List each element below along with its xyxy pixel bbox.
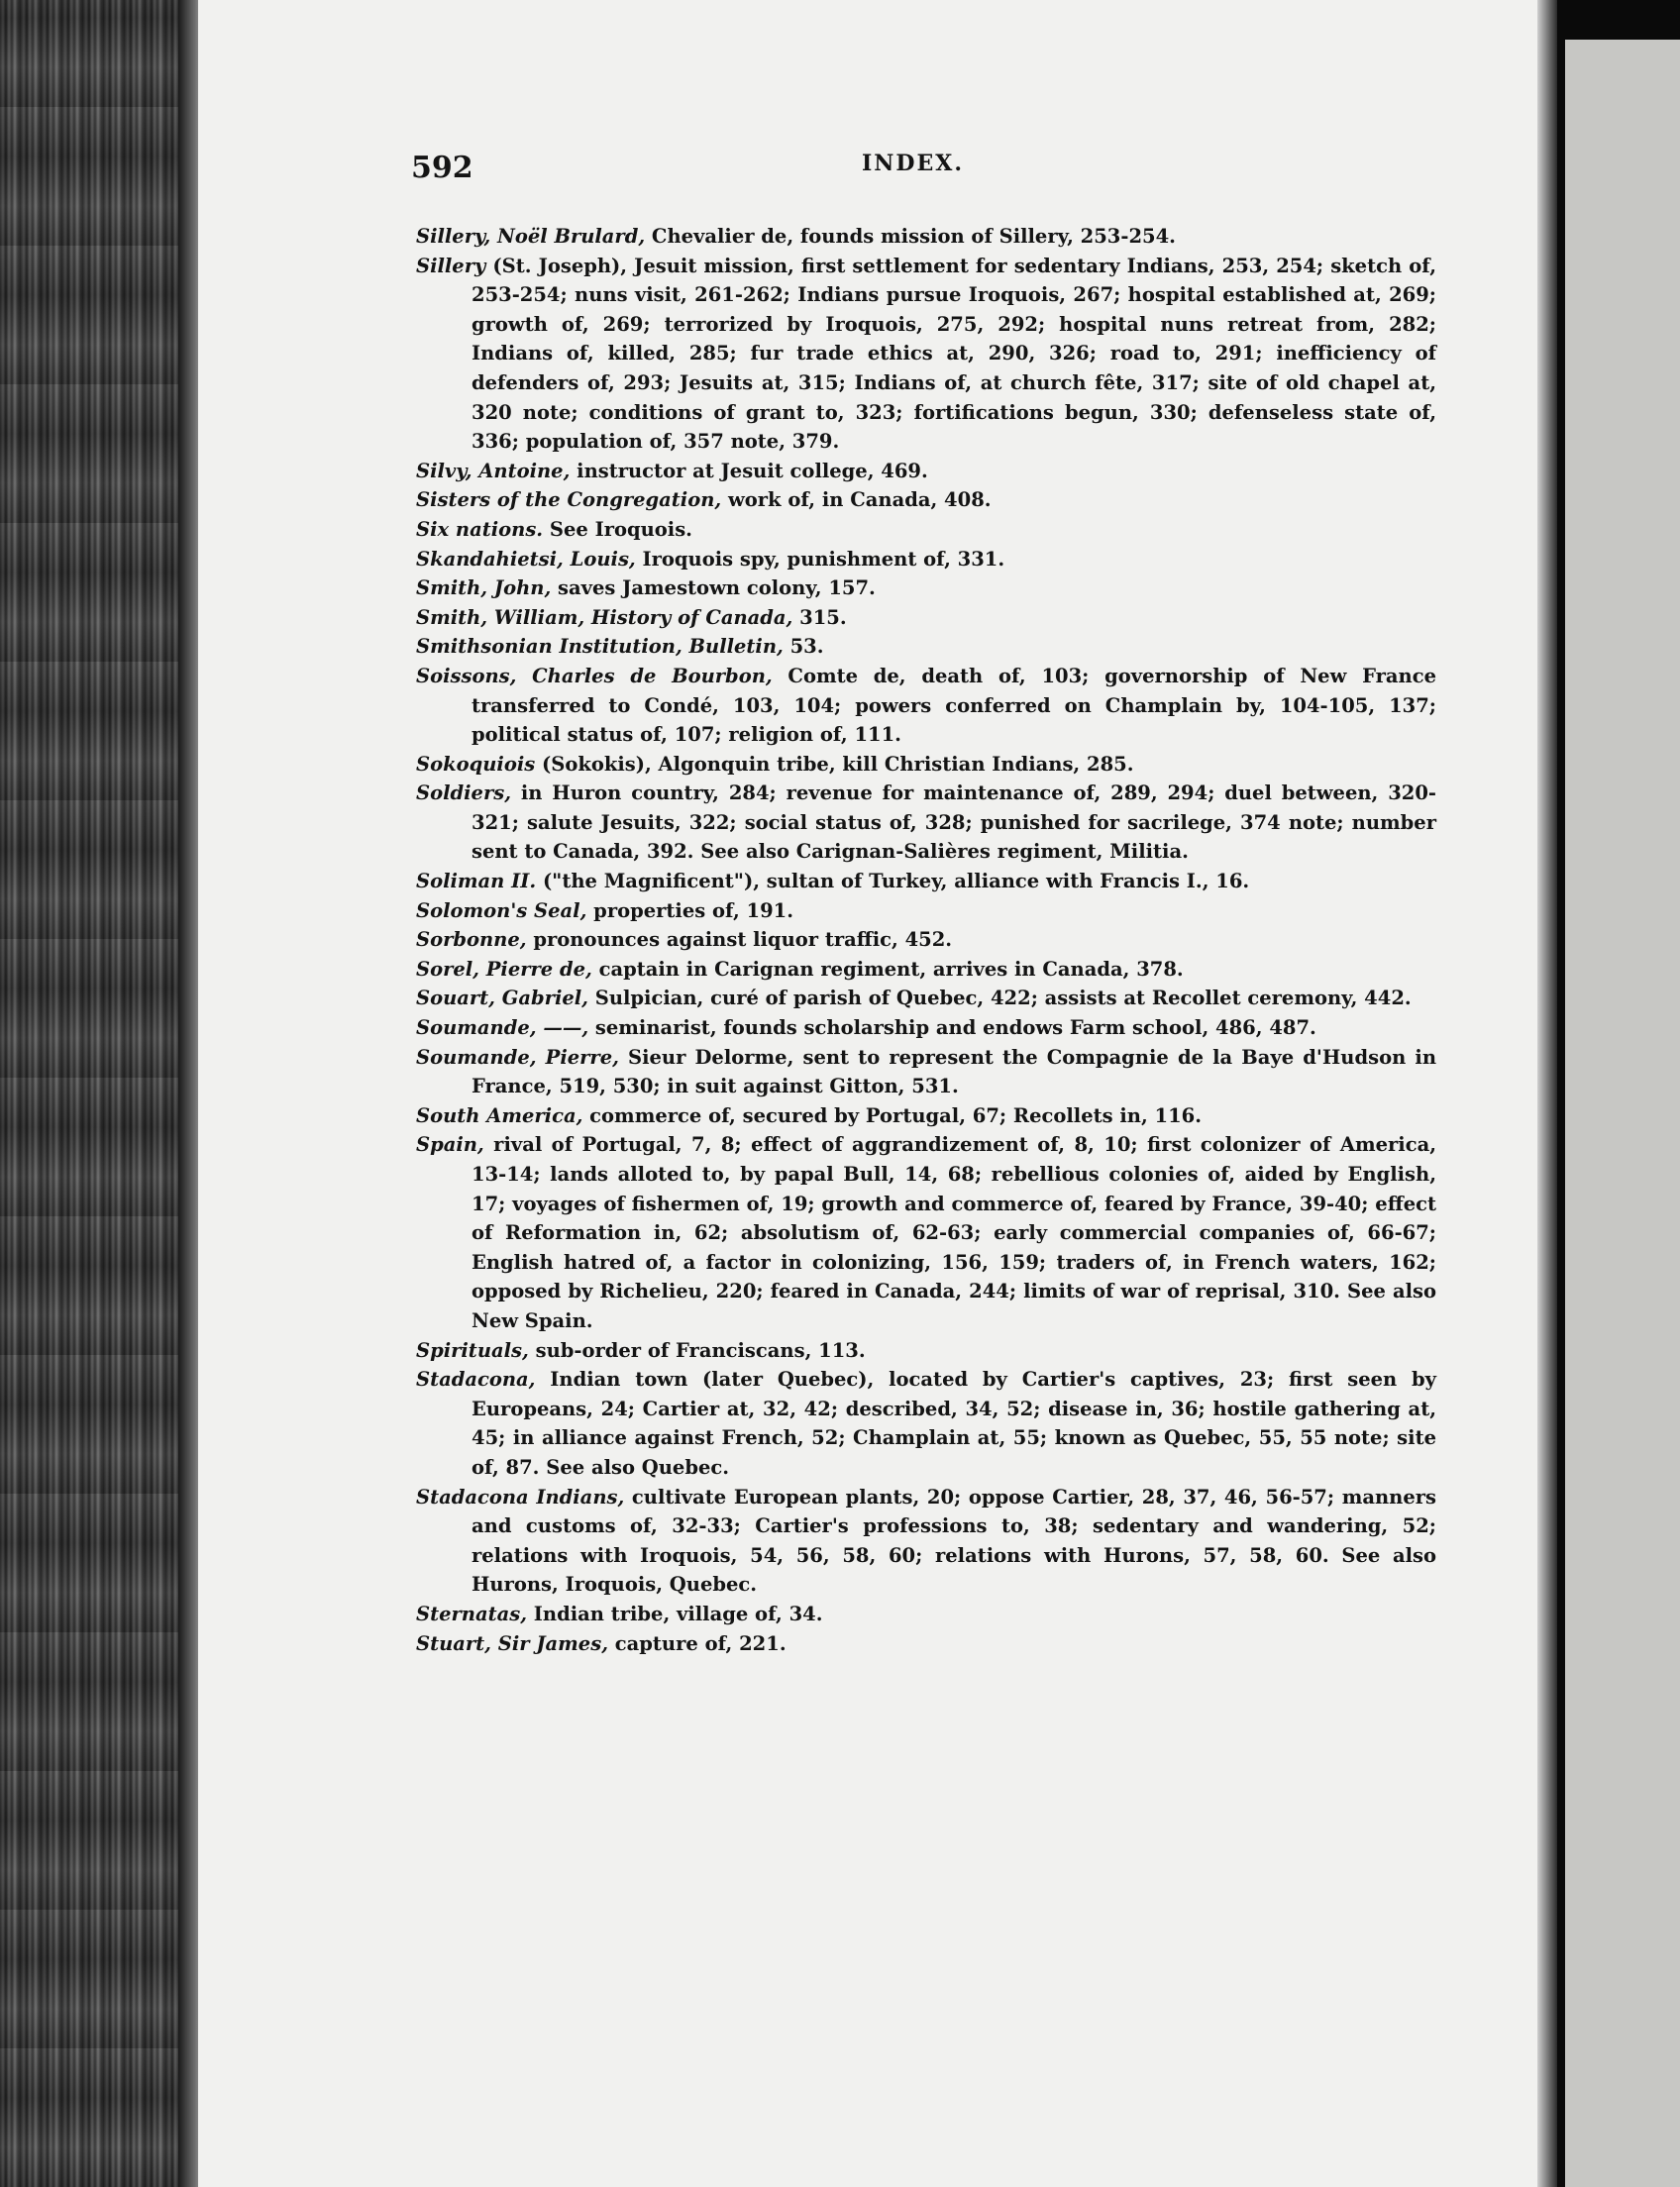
index-entry xyxy=(416,1483,1436,1600)
entry-text: sub-order of Franciscans, 113. xyxy=(528,1338,866,1362)
index-entry xyxy=(416,867,1436,896)
index-entries xyxy=(416,222,1436,1658)
entry-text: saves Jamestown colony, 157. xyxy=(551,576,876,600)
book-spine-edge xyxy=(0,0,188,2187)
index-entry xyxy=(416,1600,1436,1629)
entry-heading: Souart, Gabriel, xyxy=(416,987,588,1010)
entry-text: Sulpician, curé of parish of Quebec, 422; assists at Recollet ceremony, 442. xyxy=(587,987,1412,1010)
entry-heading: Soumande, Pierre, xyxy=(416,1045,619,1069)
index-entry xyxy=(416,1101,1436,1131)
index-entry xyxy=(416,252,1436,457)
index-entry xyxy=(416,1130,1436,1335)
entry-heading: Stadacona, xyxy=(416,1368,536,1392)
entry-heading: Soumande, ——, xyxy=(416,1016,589,1040)
index-entry xyxy=(416,750,1436,780)
entry-text: cultivate European plants, 20; oppose Cartier, 28, 37, 46, 56-57; manners and customs of, 32-33; Cartier's professions to, 38; sedentary and wandering, 52; relations with Iroquois, 54, 56, 58, 60; relations with Hurons, 57, 58, 60. See also Hurons, Iroquois, Quebec. xyxy=(472,1485,1436,1597)
entry-heading: Smith, John, xyxy=(416,576,552,600)
entry-heading: South America, xyxy=(416,1103,583,1127)
index-entry xyxy=(416,925,1436,955)
entry-text: See Iroquois. xyxy=(543,517,692,541)
entry-heading: Spirituals, xyxy=(416,1338,529,1362)
entry-heading: Silvy, Antoine, xyxy=(416,459,571,482)
entry-heading: Solomon's Seal, xyxy=(416,898,587,922)
index-entry xyxy=(416,573,1436,603)
entry-text: in Huron country, 284; revenue for maintenance of, 289, 294; duel between, 320-321; salute Jesuits, 322; social status of, 328; punished for sacrilege, 374 note; number sent to Canada, 392. See also Carignan-Salières regiment, Militia. xyxy=(472,781,1436,864)
entry-heading: Sokoquiois xyxy=(416,752,536,776)
entry-heading: Stuart, Sir James, xyxy=(416,1631,608,1655)
index-entry xyxy=(416,1013,1436,1043)
page-number: 592 xyxy=(411,151,473,185)
entry-text: captain in Carignan regiment, arrives in Canada, 378. xyxy=(591,957,1184,981)
entry-text: pronounces against liquor traffic, 452. xyxy=(526,928,953,952)
entry-text: capture of, 221. xyxy=(607,1631,787,1655)
entry-heading: Smithsonian Institution, Bulletin, xyxy=(416,635,784,659)
entry-heading: Stadacona Indians, xyxy=(416,1485,625,1509)
entry-heading: Sisters of the Congregation, xyxy=(416,488,722,512)
entry-text: Sieur Delorme, sent to represent the Compagnie de la Baye d'Hudson in France, 519, 530; in suit against Gitton, 531. xyxy=(472,1045,1436,1098)
entry-heading: Sillery xyxy=(416,254,486,277)
index-entry xyxy=(416,896,1436,926)
entry-text: instructor at Jesuit college, 469. xyxy=(570,459,928,482)
page-header xyxy=(411,139,1436,198)
running-head: INDEX. xyxy=(862,151,964,176)
index-entry xyxy=(416,515,1436,545)
index-entry xyxy=(416,1365,1436,1482)
entry-heading: Smith, William, History of Canada, xyxy=(416,605,793,629)
entry-heading: Skandahietsi, Louis, xyxy=(416,547,636,571)
entry-text: Indian tribe, village of, 34. xyxy=(527,1602,823,1625)
entry-heading: Six nations. xyxy=(416,517,544,541)
entry-text: Iroquois spy, punishment of, 331. xyxy=(635,547,1005,571)
index-entry xyxy=(416,1336,1436,1366)
index-entry xyxy=(416,485,1436,515)
index-entry xyxy=(416,984,1436,1013)
page-content xyxy=(411,139,1436,1658)
entry-text: properties of, 191. xyxy=(586,898,794,922)
entry-text: Chevalier de, founds mission of Sillery, 253-254. xyxy=(645,225,1176,248)
entry-text: 53. xyxy=(783,635,824,659)
entry-heading: Sorel, Pierre de, xyxy=(416,957,592,981)
entry-text: 315. xyxy=(792,605,847,629)
entry-heading: Soliman II. xyxy=(416,870,537,893)
entry-heading: Sternatas, xyxy=(416,1602,527,1625)
index-entry xyxy=(416,457,1436,486)
entry-heading: Sillery, Noël Brulard, xyxy=(416,225,646,248)
index-entry xyxy=(416,779,1436,867)
entry-text: commerce of, secured by Portugal, 67; Recollets in, 116. xyxy=(582,1103,1203,1127)
entry-heading: Soissons, Charles de Bourbon, xyxy=(416,664,773,687)
index-entry xyxy=(416,603,1436,633)
index-entry xyxy=(416,662,1436,750)
page-gutter xyxy=(1537,0,1557,2187)
facing-page-edge xyxy=(1565,40,1680,2187)
index-entry xyxy=(416,545,1436,574)
index-entry xyxy=(416,955,1436,985)
index-entry xyxy=(416,222,1436,252)
entry-text: Indian town (later Quebec), located by Cartier's captives, 23; first seen by Europeans, 24; Cartier at, 32, 42; described, 34, 52; disease in, 36; hostile gathering at, 45; in alliance against French, 52; Champlain at, 55; known as Quebec, 55, 55 note; site of, 87. See also Quebec. xyxy=(472,1368,1436,1479)
entry-heading: Sorbonne, xyxy=(416,928,527,952)
entry-text: (St. Joseph), Jesuit mission, first settlement for sedentary Indians, 253, 254; sketch of, 253-254; nuns visit, 261-262; Indians pursue Iroquois, 267; hospital established at, 269; growth of, 269; terrorized by Iroquois, 275, 292; hospital nuns retreat from, 282; Indians of, killed, 285; fur trade ethics at, 290, 326; road to, 291; inefficiency of defenders of, 293; Jesuits at, 315; Indians of, at church fête, 317; site of old chapel at, 320 note; conditions of grant to, 323; fortifications begun, 330; defenseless state of, 336; population of, 357 note, 379. xyxy=(472,254,1436,454)
entry-text: ("the Magnificent"), sultan of Turkey, alliance with Francis I., 16. xyxy=(536,870,1250,893)
entry-heading: Soldiers, xyxy=(416,781,511,805)
entry-text: Comte de, death of, 103; governorship of New France transferred to Condé, 103, 104; powers conferred on Champlain by, 104-105, 137; political status of, 107; religion of, 111. xyxy=(472,664,1436,747)
entry-text: rival of Portugal, 7, 8; effect of aggrandizement of, 8, 10; first colonizer of America, 13-14; lands alloted to, by papal Bull, 14, 68; rebellious colonies of, aided by English, 17; voyages of fishermen of, 19; growth and commerce of, feared by France, 39-40; effect of Reformation in, 62; absolutism of, 62-63; early commercial companies of, 66-67; English hatred of, a factor in colonizing, 156, 159; traders of, in French waters, 162; opposed by Richelieu, 220; feared in Canada, 244; limits of war of reprisal, 310. See also New Spain. xyxy=(472,1133,1436,1332)
entry-heading: Spain, xyxy=(416,1133,484,1157)
index-entry xyxy=(416,1043,1436,1101)
entry-text: seminarist, founds scholarship and endows Farm school, 486, 487. xyxy=(588,1016,1316,1040)
index-entry xyxy=(416,1629,1436,1659)
entry-text: work of, in Canada, 408. xyxy=(721,488,992,512)
entry-text: (Sokokis), Algonquin tribe, kill Christian Indians, 285. xyxy=(535,752,1134,776)
index-entry xyxy=(416,632,1436,662)
